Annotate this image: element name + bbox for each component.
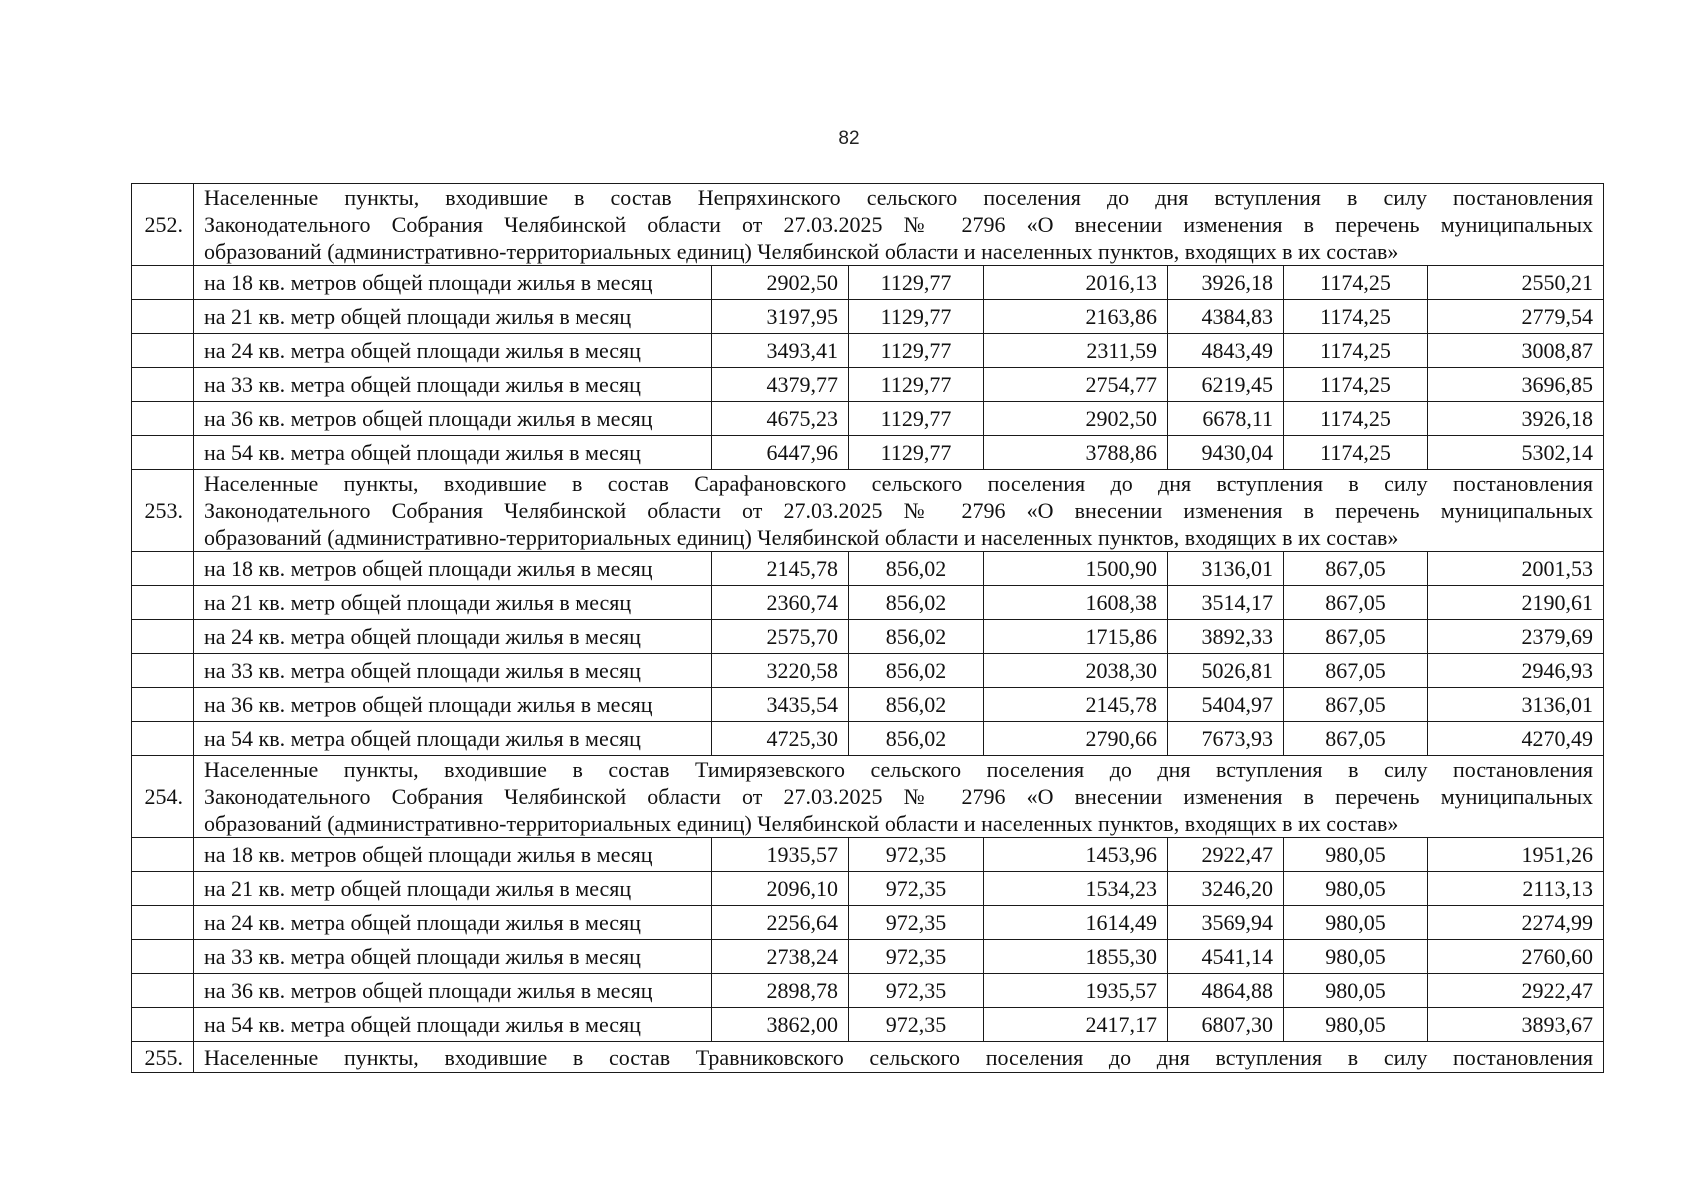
row-label: на 24 кв. метра общей площади жилья в месяц [194, 334, 712, 368]
empty-index-cell [132, 368, 194, 402]
table-row [132, 552, 1604, 586]
value-cell: 3696,85 [1428, 368, 1604, 402]
value-cell: 980,05 [1284, 974, 1428, 1008]
value-cell: 3246,20 [1168, 872, 1284, 906]
table-row [132, 722, 1604, 756]
value-cell: 972,35 [849, 1008, 984, 1042]
value-cell: 1129,77 [849, 300, 984, 334]
value-cell: 972,35 [849, 906, 984, 940]
value-cell: 3893,67 [1428, 1008, 1604, 1042]
value-cell: 1174,25 [1284, 402, 1428, 436]
value-cell: 1129,77 [849, 368, 984, 402]
table-row [132, 872, 1604, 906]
table-row [132, 688, 1604, 722]
empty-index-cell [132, 300, 194, 334]
table-row [132, 940, 1604, 974]
value-cell: 2922,47 [1168, 838, 1284, 872]
value-cell: 4541,14 [1168, 940, 1284, 974]
value-cell: 2016,13 [984, 266, 1168, 300]
row-label: на 36 кв. метров общей площади жилья в месяц [194, 974, 712, 1008]
value-cell: 4379,77 [712, 368, 849, 402]
value-cell: 1174,25 [1284, 334, 1428, 368]
section-index: 253. [132, 470, 194, 552]
value-cell: 2038,30 [984, 654, 1168, 688]
section-heading-line: Населенные пункты, входившие в состав Травниковского сельского поселения до дня вступления в силу постановления [204, 1044, 1594, 1070]
empty-index-cell [132, 620, 194, 654]
value-cell: 6447,96 [712, 436, 849, 470]
row-label: на 54 кв. метра общей площади жилья в месяц [194, 1008, 712, 1042]
table-row [132, 266, 1604, 300]
value-cell: 9430,04 [1168, 436, 1284, 470]
tariff-table [131, 183, 1604, 1073]
row-label: на 21 кв. метр общей площади жилья в месяц [194, 872, 712, 906]
value-cell: 5302,14 [1428, 436, 1604, 470]
value-cell: 6219,45 [1168, 368, 1284, 402]
section-heading [194, 184, 1604, 266]
empty-index-cell [132, 906, 194, 940]
value-cell: 2902,50 [712, 266, 849, 300]
value-cell: 980,05 [1284, 906, 1428, 940]
row-label: на 36 кв. метров общей площади жилья в месяц [194, 402, 712, 436]
section-heading-row [132, 184, 1604, 266]
value-cell: 856,02 [849, 722, 984, 756]
value-cell: 1500,90 [984, 552, 1168, 586]
value-cell: 2145,78 [712, 552, 849, 586]
value-cell: 6678,11 [1168, 402, 1284, 436]
row-label: на 54 кв. метра общей площади жилья в месяц [194, 722, 712, 756]
section-heading-line: Законодательного Собрания Челябинской области от 27.03.2025 № 2796 «О внесении изменения в перечень муниципальных [204, 784, 1594, 809]
value-cell: 3008,87 [1428, 334, 1604, 368]
section-index: 254. [132, 756, 194, 838]
value-cell: 3569,94 [1168, 906, 1284, 940]
value-cell: 2096,10 [712, 872, 849, 906]
empty-index-cell [132, 402, 194, 436]
value-cell: 3197,95 [712, 300, 849, 334]
value-cell: 4384,83 [1168, 300, 1284, 334]
value-cell: 1174,25 [1284, 266, 1428, 300]
empty-index-cell [132, 1008, 194, 1042]
value-cell: 2190,61 [1428, 586, 1604, 620]
table-row [132, 586, 1604, 620]
value-cell: 1174,25 [1284, 436, 1428, 470]
row-label: на 18 кв. метров общей площади жилья в месяц [194, 552, 712, 586]
empty-index-cell [132, 722, 194, 756]
section-heading-line: Законодательного Собрания Челябинской области от 27.03.2025 № 2796 «О внесении изменения в перечень муниципальных [204, 498, 1594, 523]
value-cell: 867,05 [1284, 688, 1428, 722]
value-cell: 3493,41 [712, 334, 849, 368]
row-label: на 33 кв. метра общей площади жилья в месяц [194, 654, 712, 688]
table-row [132, 368, 1604, 402]
value-cell: 2274,99 [1428, 906, 1604, 940]
table-row [132, 334, 1604, 368]
value-cell: 2790,66 [984, 722, 1168, 756]
empty-index-cell [132, 266, 194, 300]
value-cell: 980,05 [1284, 872, 1428, 906]
value-cell: 1935,57 [712, 838, 849, 872]
section-heading-row [132, 1042, 1604, 1073]
value-cell: 3926,18 [1168, 266, 1284, 300]
section-heading-line: образований (административно-территориальных единиц) Челябинской области и населенных пунктов, входящих в их состав» [204, 811, 1399, 836]
row-label: на 36 кв. метров общей площади жилья в месяц [194, 688, 712, 722]
value-cell: 4725,30 [712, 722, 849, 756]
value-cell: 3862,00 [712, 1008, 849, 1042]
section-heading [194, 470, 1604, 552]
empty-index-cell [132, 940, 194, 974]
table-row [132, 402, 1604, 436]
section-heading-line: Населенные пункты, входившие в состав Непряхинского сельского поселения до дня вступления в силу постановления [204, 185, 1594, 210]
table-row [132, 620, 1604, 654]
value-cell: 856,02 [849, 688, 984, 722]
value-cell: 1534,23 [984, 872, 1168, 906]
table-row [132, 838, 1604, 872]
value-cell: 1453,96 [984, 838, 1168, 872]
value-cell: 4864,88 [1168, 974, 1284, 1008]
row-label: на 24 кв. метра общей площади жилья в месяц [194, 906, 712, 940]
empty-index-cell [132, 654, 194, 688]
value-cell: 972,35 [849, 974, 984, 1008]
value-cell: 856,02 [849, 552, 984, 586]
section-index: 255. [132, 1042, 194, 1073]
section-heading-row [132, 470, 1604, 552]
value-cell: 4843,49 [1168, 334, 1284, 368]
value-cell: 2145,78 [984, 688, 1168, 722]
section-heading [194, 1042, 1604, 1073]
row-label: на 21 кв. метр общей площади жилья в месяц [194, 586, 712, 620]
empty-index-cell [132, 552, 194, 586]
page-number: 82 [838, 128, 860, 149]
value-cell: 1129,77 [849, 402, 984, 436]
row-label: на 33 кв. метра общей площади жилья в месяц [194, 940, 712, 974]
value-cell: 2311,59 [984, 334, 1168, 368]
value-cell: 2898,78 [712, 974, 849, 1008]
value-cell: 867,05 [1284, 552, 1428, 586]
section-heading-line: образований (административно-территориальных единиц) Челябинской области и населенных пунктов, входящих в их состав» [204, 239, 1399, 264]
value-cell: 980,05 [1284, 838, 1428, 872]
row-label: на 21 кв. метр общей площади жилья в месяц [194, 300, 712, 334]
value-cell: 1129,77 [849, 436, 984, 470]
value-cell: 7673,93 [1168, 722, 1284, 756]
value-cell: 5026,81 [1168, 654, 1284, 688]
value-cell: 1715,86 [984, 620, 1168, 654]
value-cell: 2902,50 [984, 402, 1168, 436]
value-cell: 2379,69 [1428, 620, 1604, 654]
value-cell: 1174,25 [1284, 368, 1428, 402]
value-cell: 3788,86 [984, 436, 1168, 470]
value-cell: 1614,49 [984, 906, 1168, 940]
value-cell: 1951,26 [1428, 838, 1604, 872]
value-cell: 3926,18 [1428, 402, 1604, 436]
row-label: на 24 кв. метра общей площади жилья в месяц [194, 620, 712, 654]
section-heading-line: Населенные пункты, входившие в состав Тимирязевского сельского поселения до дня вступления в силу постановления [204, 757, 1594, 782]
table-row [132, 974, 1604, 1008]
value-cell: 2417,17 [984, 1008, 1168, 1042]
value-cell: 980,05 [1284, 1008, 1428, 1042]
section-index: 252. [132, 184, 194, 266]
value-cell: 1174,25 [1284, 300, 1428, 334]
value-cell: 1129,77 [849, 334, 984, 368]
value-cell: 867,05 [1284, 620, 1428, 654]
value-cell: 1855,30 [984, 940, 1168, 974]
value-cell: 3220,58 [712, 654, 849, 688]
section-heading-line: Населенные пункты, входившие в состав Сарафановского сельского поселения до дня вступления в силу постановления [204, 471, 1594, 496]
value-cell: 2550,21 [1428, 266, 1604, 300]
value-cell: 2001,53 [1428, 552, 1604, 586]
value-cell: 2946,93 [1428, 654, 1604, 688]
value-cell: 972,35 [849, 872, 984, 906]
value-cell: 2754,77 [984, 368, 1168, 402]
value-cell: 2163,86 [984, 300, 1168, 334]
value-cell: 2779,54 [1428, 300, 1604, 334]
value-cell: 3514,17 [1168, 586, 1284, 620]
value-cell: 856,02 [849, 620, 984, 654]
row-label: на 18 кв. метров общей площади жилья в месяц [194, 266, 712, 300]
row-label: на 54 кв. метра общей площади жилья в месяц [194, 436, 712, 470]
empty-index-cell [132, 586, 194, 620]
table-body [132, 184, 1604, 1073]
value-cell: 856,02 [849, 586, 984, 620]
row-label: на 33 кв. метра общей площади жилья в месяц [194, 368, 712, 402]
value-cell: 3136,01 [1168, 552, 1284, 586]
value-cell: 972,35 [849, 940, 984, 974]
empty-index-cell [132, 688, 194, 722]
value-cell: 3136,01 [1428, 688, 1604, 722]
value-cell: 867,05 [1284, 586, 1428, 620]
value-cell: 3892,33 [1168, 620, 1284, 654]
table-row [132, 1008, 1604, 1042]
value-cell: 5404,97 [1168, 688, 1284, 722]
value-cell: 1608,38 [984, 586, 1168, 620]
value-cell: 2113,13 [1428, 872, 1604, 906]
value-cell: 6807,30 [1168, 1008, 1284, 1042]
value-cell: 2256,64 [712, 906, 849, 940]
value-cell: 4270,49 [1428, 722, 1604, 756]
row-label: на 18 кв. метров общей площади жилья в месяц [194, 838, 712, 872]
value-cell: 867,05 [1284, 654, 1428, 688]
section-heading-line: Законодательного Собрания Челябинской области от 27.03.2025 № 2796 «О внесении изменения в перечень муниципальных [204, 212, 1594, 237]
value-cell: 867,05 [1284, 722, 1428, 756]
value-cell: 980,05 [1284, 940, 1428, 974]
value-cell: 972,35 [849, 838, 984, 872]
value-cell: 2738,24 [712, 940, 849, 974]
section-heading-line: образований (административно-территориальных единиц) Челябинской области и населенных пунктов, входящих в их состав» [204, 525, 1399, 550]
table-row [132, 300, 1604, 334]
value-cell: 3435,54 [712, 688, 849, 722]
empty-index-cell [132, 872, 194, 906]
value-cell: 2922,47 [1428, 974, 1604, 1008]
table-row [132, 906, 1604, 940]
value-cell: 2760,60 [1428, 940, 1604, 974]
empty-index-cell [132, 334, 194, 368]
value-cell: 856,02 [849, 654, 984, 688]
value-cell: 4675,23 [712, 402, 849, 436]
empty-index-cell [132, 974, 194, 1008]
value-cell: 2575,70 [712, 620, 849, 654]
section-heading-row [132, 756, 1604, 838]
empty-index-cell [132, 436, 194, 470]
value-cell: 2360,74 [712, 586, 849, 620]
value-cell: 1935,57 [984, 974, 1168, 1008]
table-row [132, 654, 1604, 688]
table-row [132, 436, 1604, 470]
section-heading [194, 756, 1604, 838]
value-cell: 1129,77 [849, 266, 984, 300]
empty-index-cell [132, 838, 194, 872]
